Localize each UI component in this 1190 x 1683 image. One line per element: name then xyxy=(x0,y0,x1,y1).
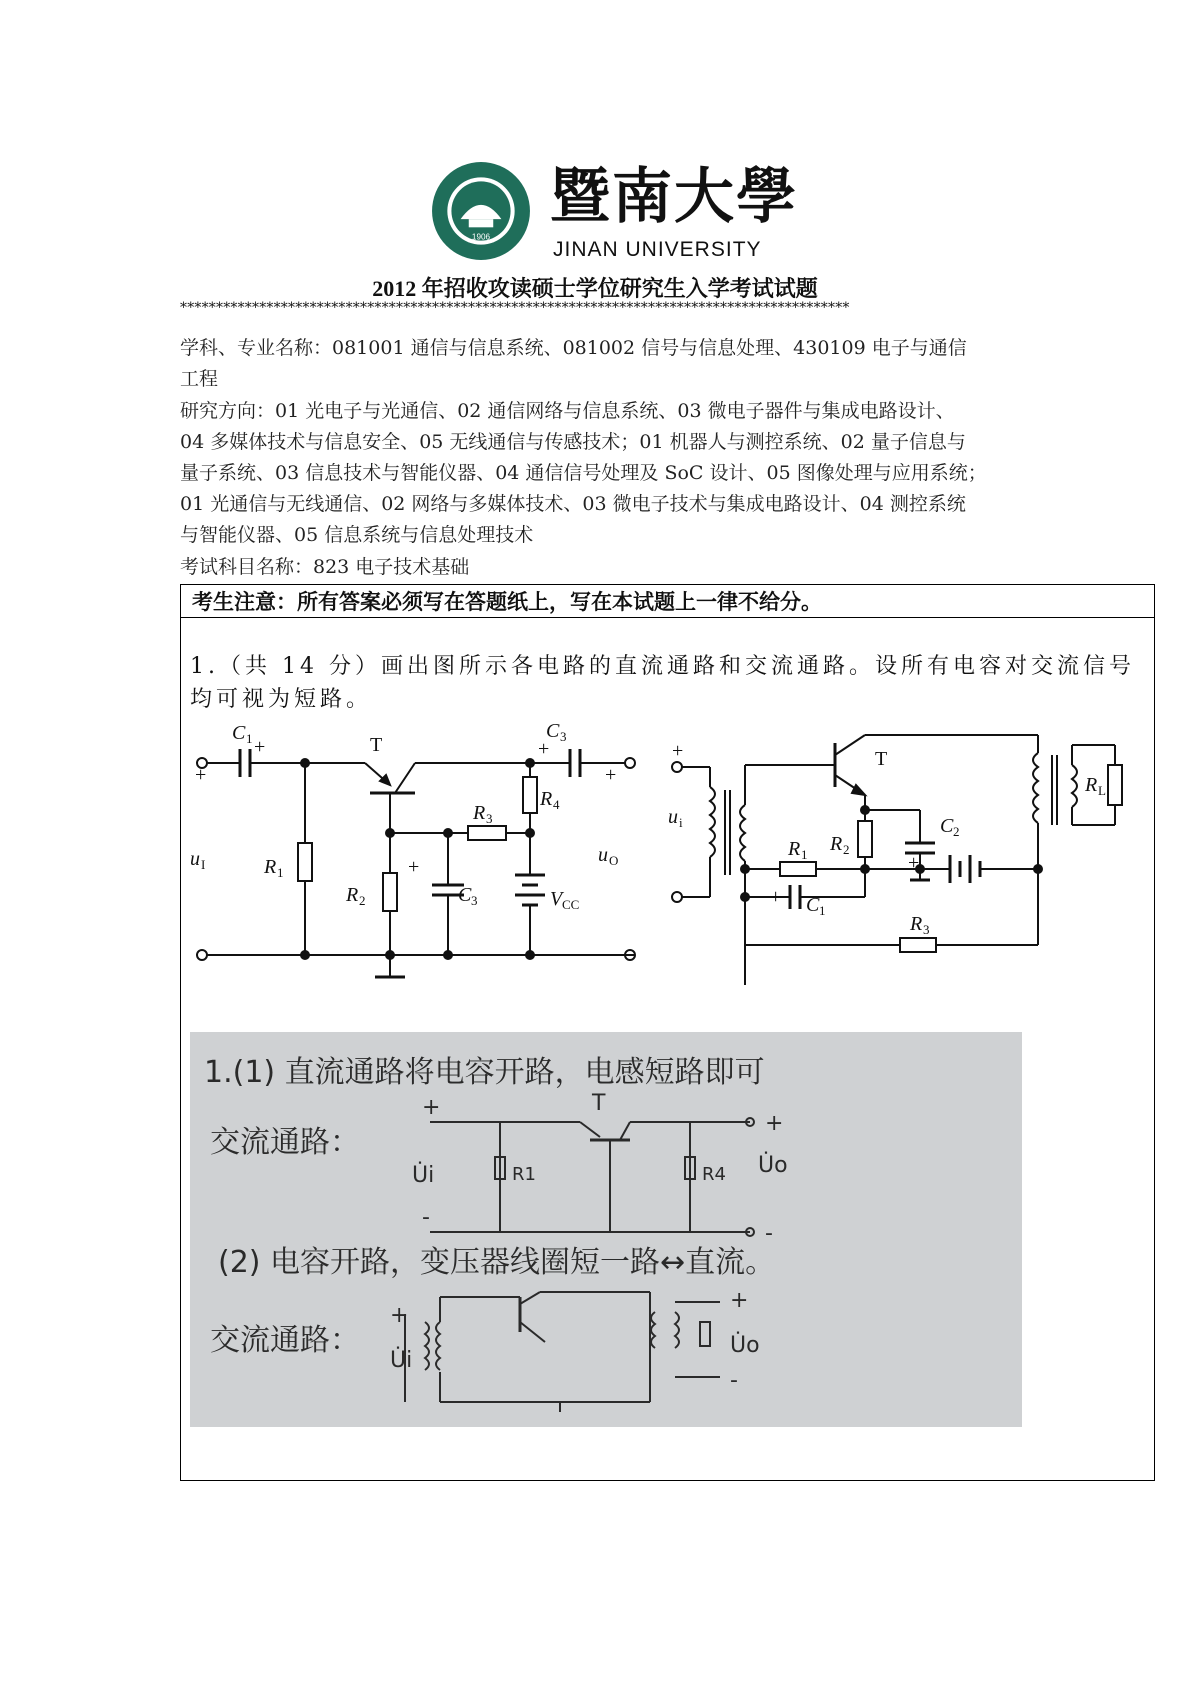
hand-line-2: 交流通路： xyxy=(210,1125,360,1160)
separator-line: ********************************************************************************************* xyxy=(180,300,850,316)
university-name-cn: 暨南大學 xyxy=(550,162,798,232)
hand-line-1: 1.(1) 直流通路将电容开路，电感短路即可 xyxy=(204,1055,765,1090)
hand-t: T xyxy=(592,1091,606,1116)
svg-text:+: + xyxy=(765,1111,784,1136)
svg-text:3: 3 xyxy=(486,811,493,826)
label-c1: C xyxy=(232,722,246,744)
label-c2: C xyxy=(940,815,954,837)
svg-text:i: i xyxy=(679,815,683,830)
circuit-diagram-1 xyxy=(190,715,650,985)
svg-text:L: L xyxy=(1098,783,1106,798)
label-r2: R xyxy=(346,884,359,906)
handwritten-answer-photo xyxy=(190,1032,1022,1427)
svg-text:O: O xyxy=(609,853,619,868)
svg-text:1: 1 xyxy=(819,903,826,918)
hand-uo-2: U̇o xyxy=(730,1333,760,1358)
label-c1: C xyxy=(806,894,820,916)
svg-text:1: 1 xyxy=(246,731,253,746)
svg-text:+: + xyxy=(538,738,550,760)
candidate-notice: 考生注意：所有答案必须写在答题纸上，写在本试题上一律不给分。 xyxy=(192,590,822,614)
label-ui: u xyxy=(190,848,200,870)
hand-ui: U̇i xyxy=(412,1163,435,1188)
hand-ui-2: U̇i xyxy=(390,1348,413,1373)
university-name-en: JINAN UNIVERSITY xyxy=(553,238,762,261)
svg-text:2: 2 xyxy=(843,842,850,857)
hand-part-2: (2) 电容开路，变压器线圈短一路↔直流。 xyxy=(218,1245,776,1280)
terminal-in-bottom xyxy=(197,950,207,960)
svg-text:+: + xyxy=(408,856,420,878)
direction-line: 与智能仪器、05 信息系统与信息处理技术 xyxy=(180,524,534,546)
svg-text:-: - xyxy=(765,1221,773,1246)
svg-text:1: 1 xyxy=(277,865,284,880)
svg-text:+: + xyxy=(908,852,920,874)
question-1-text: 1.（共 14 分）画出图所示各电路的直流通路和交流通路。设所有电容对交流信号均可视为短路。 xyxy=(190,654,1135,712)
label-r2: R xyxy=(830,833,843,855)
hand-uo: U̇o xyxy=(758,1153,788,1178)
svg-text:3: 3 xyxy=(560,729,567,744)
svg-text:+: + xyxy=(672,740,684,762)
label-rl: R xyxy=(1085,774,1098,796)
major-line: 学科、专业名称：081001 通信与信息系统、081002 信号与信息处理、430109 电子与通信 xyxy=(180,337,967,359)
hand-r1: R1 xyxy=(512,1164,536,1185)
label-c3-out: C xyxy=(546,720,560,742)
svg-text:+: + xyxy=(730,1288,749,1313)
svg-text:-: - xyxy=(422,1205,430,1230)
svg-text:+: + xyxy=(770,886,782,908)
label-r1: R xyxy=(264,856,277,878)
hand-line-3: 交流通路： xyxy=(210,1323,360,1358)
svg-text:+: + xyxy=(390,1303,409,1328)
exam-title: 2012 年招收攻读硕士学位研究生入学考试试题 xyxy=(372,276,818,301)
svg-text:+: + xyxy=(422,1095,441,1120)
label-r1: R xyxy=(788,838,801,860)
label-r3: R xyxy=(910,913,923,935)
svg-text:4: 4 xyxy=(553,797,560,812)
svg-text:3: 3 xyxy=(471,893,478,908)
major-line: 工程 xyxy=(180,368,219,390)
svg-text:I: I xyxy=(201,857,206,872)
label-r3: R xyxy=(473,802,486,824)
svg-text:-: - xyxy=(730,1368,738,1393)
label-transistor: T xyxy=(370,734,383,756)
direction-line: 量子系统、03 信息技术与智能仪器、04 通信信号处理及 SoC 设计、05 图像处理与应用系统； xyxy=(180,462,987,484)
svg-text:2: 2 xyxy=(359,893,366,908)
direction-line: 研究方向：01 光电子与光通信、02 通信网络与信息系统、03 微电子器件与集成电路设计、 xyxy=(180,400,955,422)
svg-text:3: 3 xyxy=(923,922,930,937)
circuit-diagram-2 xyxy=(660,725,1150,995)
label-uo: u xyxy=(598,844,608,866)
hand-r4: R4 xyxy=(702,1164,726,1185)
label-ui: u xyxy=(668,806,678,828)
major-info xyxy=(180,333,1020,395)
label-vcc: V xyxy=(550,888,563,910)
research-direction xyxy=(180,396,1020,551)
svg-text:+: + xyxy=(605,764,617,786)
svg-text:1906: 1906 xyxy=(471,232,491,242)
exam-subject: 考试科目名称：823 电子技术基础 xyxy=(180,556,470,578)
label-r4: R xyxy=(540,788,553,810)
svg-text:+: + xyxy=(195,764,207,786)
svg-text:2: 2 xyxy=(953,824,960,839)
label-c3-bypass: C xyxy=(458,884,472,906)
svg-text:CC: CC xyxy=(562,897,580,912)
direction-line: 04 多媒体技术与信息安全、05 无线通信与传感技术；01 机器人与测控系统、02 量子信息与 xyxy=(180,431,966,453)
svg-text:1: 1 xyxy=(801,847,808,862)
university-seal-logo xyxy=(430,160,532,262)
svg-text:+: + xyxy=(254,736,266,758)
direction-line: 01 光通信与无线通信、02 网络与多媒体技术、03 微电子技术与集成电路设计、04 测控系统 xyxy=(180,493,966,515)
label-transistor: T xyxy=(875,748,888,770)
